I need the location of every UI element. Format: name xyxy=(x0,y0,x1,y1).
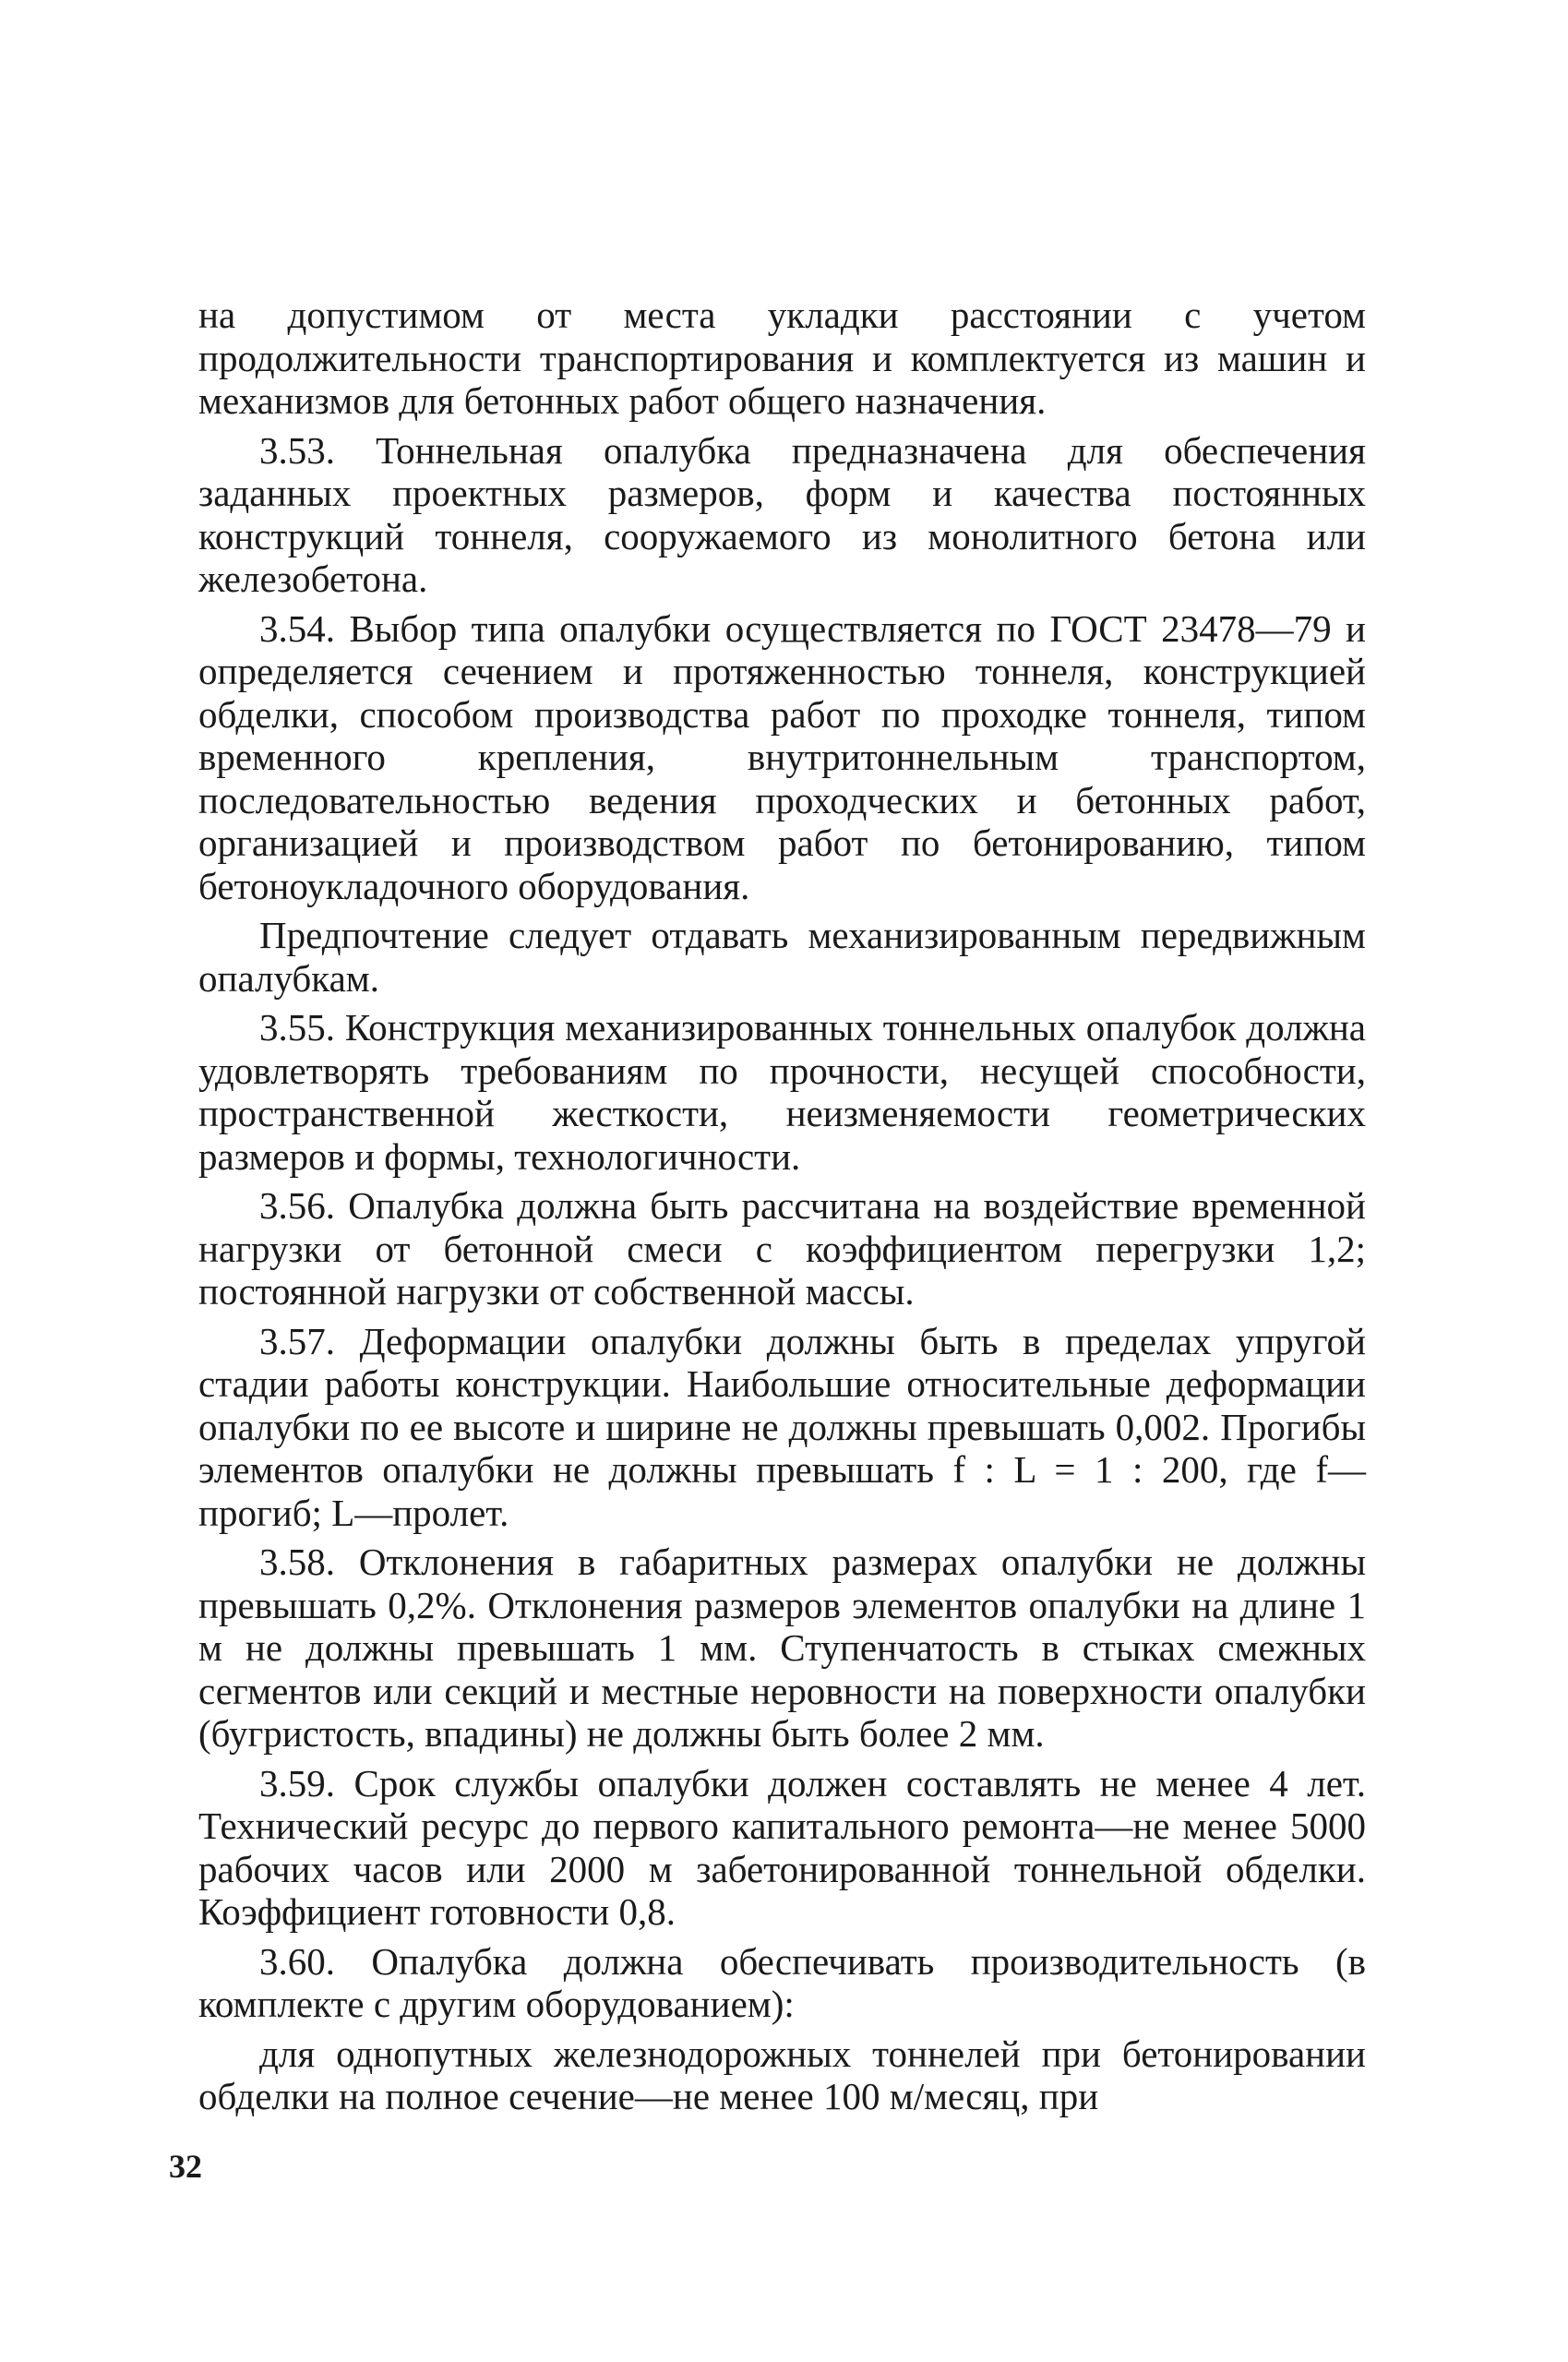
paragraph-railway-tunnels: для однопутных железнодорожных тоннелей при бетонировании обделки на полное сечение—не менее 100 м/месяц, при xyxy=(198,2032,1366,2117)
paragraph-3-57: 3.57. Деформации опалубки должны быть в пределах упругой стадии работы конструкции. Наибольшие относительные деформации опалубки по ее высоте и ширине не должны превышать 0,002. Прогибы элементов опалубки не должны превышать f : L = 1 : 200, где f—прогиб; L—пролет. xyxy=(198,1319,1366,1534)
paragraph-3-55: 3.55. Конструкция механизированных тоннельных опалубок должна удовлетворять требованиям по прочности, несущей способности, пространственной жесткости, неизменяемости геометрических размеров и формы, технологичности. xyxy=(198,1006,1366,1178)
paragraph-3-60: 3.60. Опалубка должна обеспечивать производительность (в комплекте с другим оборудованием): xyxy=(198,1939,1366,2025)
paragraph-3-54: 3.54. Выбор типа опалубки осуществляется по ГОСТ 23478—79 и определяется сечением и протяженностью тоннеля, конструкцией обделки, способом производства работ по проходке тоннеля, типом временного крепления, внутритоннельным транспортом, последовательностью ведения проходческих и бетонных работ, организацией и производством работ по бетонированию, типом бетоноукладочного оборудования. xyxy=(198,606,1366,907)
paragraph-preference: Предпочтение следует отдавать механизированным передвижным опалубкам. xyxy=(198,914,1366,1000)
page-number: 32 xyxy=(169,2148,202,2185)
paragraph-3-58: 3.58. Отклонения в габаритных размерах опалубки не должны превышать 0,2%. Отклонения размеров элементов опалубки на длине 1 м не должны превышать 1 мм. Ступенчатость в стыках смежных сегментов или секций и местные неровности на поверхности опалубки (бугристость, впадины) не должны быть более 2 мм. xyxy=(198,1541,1366,1755)
paragraph-3-59: 3.59. Срок службы опалубки должен составлять не менее 4 лет. Технический ресурс до первого капитального ремонта—не менее 5000 рабочих часов или 2000 м забетонированной тоннельной обделки. Коэффициент готовности 0,8. xyxy=(198,1761,1366,1933)
paragraph-3-53: 3.53. Тоннельная опалубка предназначена для обеспечения заданных проектных размеров, форм и качества постоянных конструкций тоннеля, сооружаемого из монолитного бетона или железобетона. xyxy=(198,428,1366,600)
paragraph-3-56: 3.56. Опалубка должна быть рассчитана на воздействие временной нагрузки от бетонной смеси с коэффициентом перегрузки 1,2; постоянной нагрузки от собственной массы. xyxy=(198,1184,1366,1313)
paragraph-continuation: на допустимом от места укладки расстоянии с учетом продолжительности транспортирования и комплектуется из машин и механизмов для бетонных работ общего назначения. xyxy=(198,294,1366,422)
document-page xyxy=(198,294,1366,2125)
